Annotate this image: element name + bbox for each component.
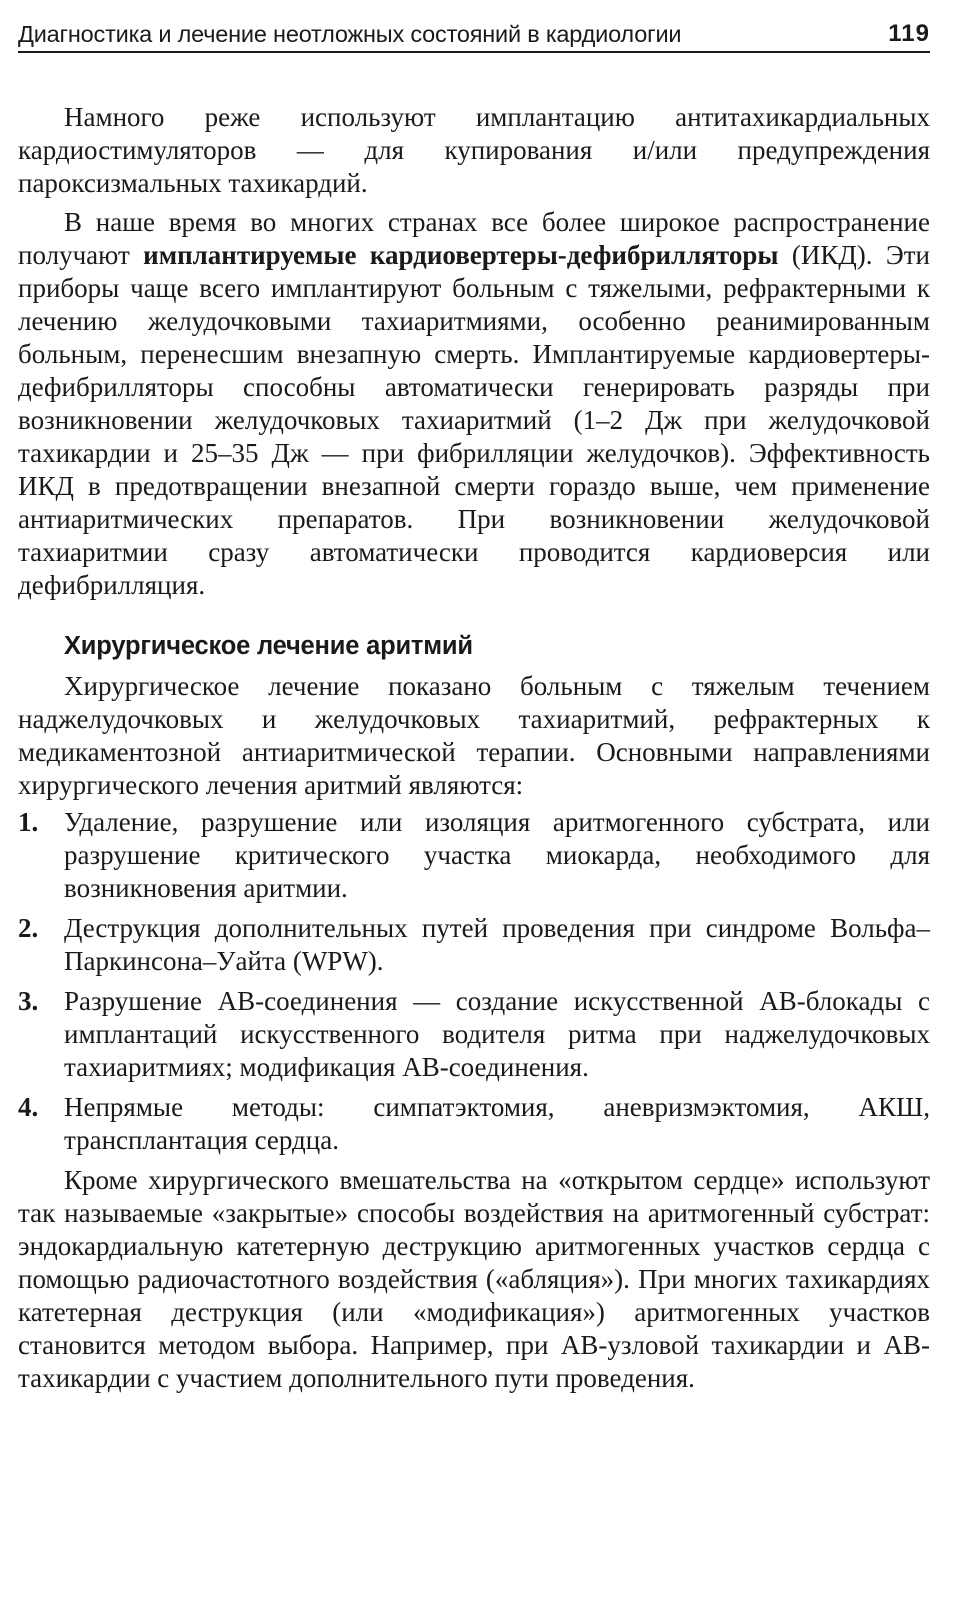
list-item	[18, 806, 930, 905]
list-item	[18, 985, 930, 1084]
body-text	[18, 101, 930, 1395]
running-header	[18, 20, 930, 53]
paragraph-icd-lead: В наше время во многих странах все более широкое распространение получают	[18, 207, 930, 270]
list-item-number: 4.	[18, 1092, 39, 1122]
running-header-title: Диагностика и лечение неотложных состояний в кардиологии	[18, 21, 682, 47]
list-item-text: Непрямые методы: симпатэктомия, аневризмэктомия, АКШ, трансплантация сердца.	[64, 1092, 930, 1155]
page-number: 119	[888, 20, 930, 47]
paragraph-closed-methods: Кроме хирургического вмешательства на «открытом сердце» используют так называемые «закрытые» способы воздействия на аритмогенный субстрат: эндокардиальную катетерную деструкцию аритмогенных участков сердца с помощью радиочастотного воздействия («абляция»). При многих тахикардиях катетерная деструкция (или «модификация») аритмогенных участков становится методом выбора. Например, при АВ-узловой тахикардии и АВ-тахикардии с участием дополнительного пути проведения.	[18, 1165, 930, 1393]
list-item-text: Удаление, разрушение или изоляция аритмогенного субстрата, или разрушение критического участка миокарда, необходимого для возникновения аритмии.	[64, 807, 930, 903]
paragraph-icd-term: имплантируемые кардиовертеры-дефибрилляторы	[143, 240, 779, 270]
book-page	[18, 20, 930, 1399]
paragraph-icd-rest: (ИКД). Эти приборы чаще всего имплантируют больным с тяжелыми, рефрактерными к лечению желудочковыми тахиаритмиями, особенно реанимированным больным, перенесшим внезапную смерть. Имплантируемые кардиовертеры-дефибрилляторы способны автоматически генерировать разряды при возникновении желудочковых тахиаритмий (1–2 Дж при желудочковой тахикардии и 25–35 Дж — при фибрилляции желудочков). Эффективность ИКД в предотвращении внезапной смерти гораздо выше, чем применение антиаритмических препаратов. При возникновении желудочковой тахиаритмии сразу автоматически проводится кардиоверсия или дефибрилляция.	[18, 240, 931, 600]
treatment-directions-list	[18, 806, 930, 1157]
list-item-number: 1.	[18, 807, 39, 837]
list-item-number: 3.	[18, 986, 39, 1016]
list-item	[18, 1091, 930, 1157]
list-item	[18, 912, 930, 978]
paragraph-icd	[18, 206, 930, 602]
paragraph-antitachycardia: Намного реже используют имплантацию антитахикардиальных кардиостимуляторов — для купирования и/или предупреждения пароксизмальных тахикардий.	[18, 102, 930, 198]
list-item-text: Деструкция дополнительных путей проведения при синдроме Вольфа–Паркинсона–Уайта (WPW).	[64, 913, 930, 976]
section-intro: Хирургическое лечение показано больным с тяжелым течением наджелудочковых и желудочковых тахиаритмий, рефрактерных к медикаментозной антиаритмической терапии. Основными направлениями хирургического лечения аритмий являются:	[18, 671, 930, 800]
list-item-number: 2.	[18, 913, 39, 943]
list-item-text: Разрушение АВ-соединения — создание искусственной АВ-блокады с имплантаций искусственного водителя ритма при наджелудочковых тахиаритмиях; модификация АВ-соединения.	[64, 986, 930, 1082]
section-heading: Хирургическое лечение аритмий	[64, 632, 473, 660]
